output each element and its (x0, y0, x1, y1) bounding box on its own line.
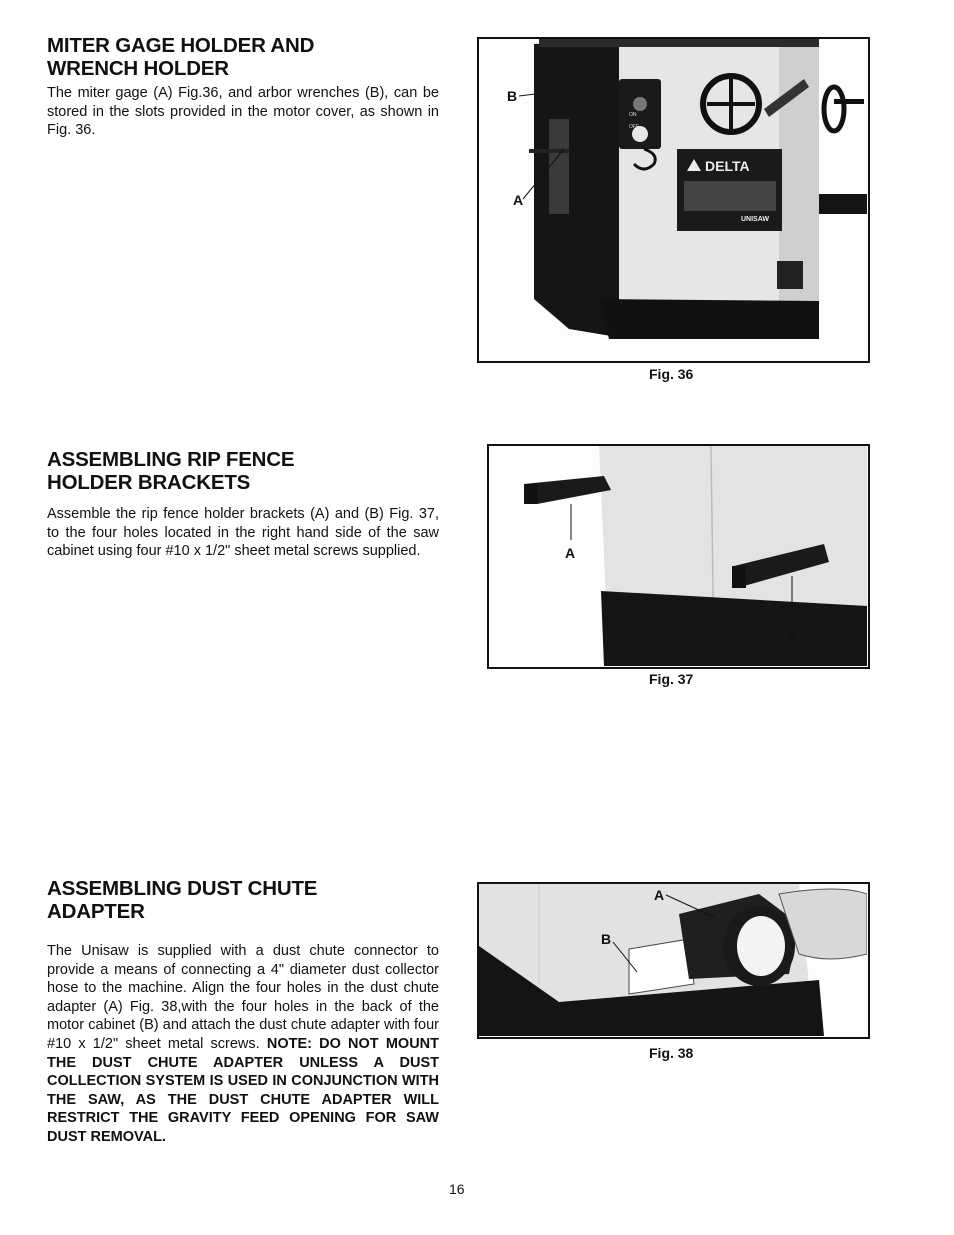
section-body-rip-fence: Assemble the rip fence holder brackets (A) and (B) Fig. 37, to the four holes located in the right hand side of the saw cabinet using four #10 x 1/2" sheet metal screws supplied. (47, 506, 439, 560)
dust-chute-body-text: The Unisaw is supplied with a dust chute connector to provide a means of connecting a 4" diameter dust collector hose to the machine. Align the four holes in the dust chute adapter (A) Fig. 38,with the four holes in the back of the motor cabinet (B) and attach the dust chute adapter with four #10 x 1/2" sheet metal screws. (47, 943, 439, 1052)
switch-on-label: ON (629, 112, 637, 118)
section-title-dust-chute (47, 877, 447, 923)
label-a: A (654, 887, 665, 903)
label-b: B (787, 625, 798, 641)
dust-chute-note: NOTE: DO NOT MOUNT THE DUST CHUTE ADAPTER UNLESS A DUST COLLECTION SYSTEM IS USED IN CONJUNCTION WITH THE SAW, AS THE DUST CHUTE ADAPTER WILL RESTRICT THE GRAVITY FEED OPENING FOR SAW DUST REMOVAL. (47, 1035, 439, 1145)
section-body-miter-gage: The miter gage (A) Fig.36, and arbor wrenches (B), can be stored in the slots provided in the motor cover, as shown in Fig. 36. (47, 85, 439, 139)
figure-38-illustration (479, 884, 867, 1036)
section-title-line1: MITER GAGE HOLDER AND (47, 34, 315, 57)
section-body-dust-chute (47, 942, 439, 1147)
figure-36-illustration (479, 39, 867, 360)
label-a: A (565, 545, 576, 561)
section-title-line2: WRENCH HOLDER (47, 57, 229, 80)
delta-brand-text: DELTA (705, 158, 750, 174)
section-title-line1: ASSEMBLING DUST CHUTE (47, 877, 318, 900)
label-b: B (601, 931, 612, 947)
page-number: 16 (449, 1181, 465, 1197)
figure-36 (477, 37, 870, 363)
figure-38-caption: Fig. 38 (649, 1045, 694, 1061)
figure-36-caption: Fig. 36 (649, 366, 694, 382)
figure-37-caption: Fig. 37 (649, 671, 694, 687)
section-title-miter-gage (47, 34, 447, 80)
section-title-line1: ASSEMBLING RIP FENCE (47, 448, 295, 471)
figure-38 (477, 882, 870, 1039)
label-b: B (507, 88, 518, 104)
section-title-rip-fence (47, 448, 447, 494)
unisaw-model-text: UNISAW (741, 216, 769, 223)
switch-off-label: OFF (629, 124, 639, 130)
figure-37 (487, 444, 870, 669)
section-title-line2: ADAPTER (47, 900, 145, 923)
section-title-line2: HOLDER BRACKETS (47, 471, 251, 494)
label-a: A (513, 192, 524, 208)
figure-37-illustration (489, 446, 867, 666)
